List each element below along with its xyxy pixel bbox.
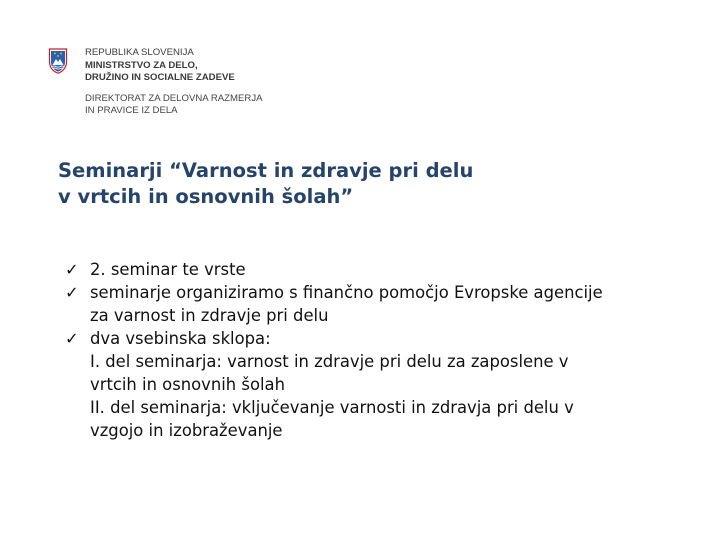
- org-line-republic: REPUBLIKA SLOVENIJA: [85, 47, 194, 58]
- sub-item: [65, 350, 685, 396]
- checkmark-icon: ✓: [65, 283, 79, 302]
- sub-item: [65, 396, 685, 442]
- sub-item-text: I. del seminarja: varnost in zdravje pri delu za zaposlene v: [90, 352, 569, 371]
- bullet-list: [65, 258, 685, 442]
- organization-name: [85, 47, 345, 118]
- bullet-item: [65, 327, 685, 350]
- slide-title: [58, 158, 678, 210]
- sub-item-text: II. del seminarja: vključevanje varnosti in zdravja pri delu v: [90, 398, 574, 417]
- org-line-ministry-cont: DRUŽINO IN SOCIALNE ZADEVE: [85, 72, 235, 84]
- title-line-1: Seminarji “Varnost in zdravje pri delu: [58, 159, 474, 182]
- bullet-text: dva vsebinska sklopa:: [90, 329, 271, 348]
- bullet-item: [65, 258, 685, 281]
- org-line-directorate: DIREKTORAT ZA DELOVNA RAZMERJA: [85, 92, 263, 104]
- bullet-text: 2. seminar te vrste: [90, 260, 246, 279]
- org-gap: [85, 85, 345, 93]
- checkmark-icon: ✓: [65, 260, 79, 279]
- slovenia-coat-of-arms-icon: [48, 48, 68, 74]
- org-line-ministry: MINISTRSTVO ZA DELO,: [85, 59, 198, 71]
- bullet-text: seminarje organiziramo s finančno pomočjo Evropske agencije: [90, 283, 603, 302]
- bullet-item: [65, 281, 685, 327]
- bullet-text-cont: za varnost in zdravje pri delu: [90, 306, 329, 325]
- sub-item-text-cont: vzgojo in izobraževanje: [90, 421, 283, 440]
- title-line-2: v vrtcih in osnovnih šolah”: [58, 185, 354, 208]
- sub-item-text-cont: vrtcih in osnovnih šolah: [90, 375, 285, 394]
- checkmark-icon: ✓: [65, 329, 79, 348]
- org-line-directorate-cont: IN PRAVICE IZ DELA: [85, 105, 178, 117]
